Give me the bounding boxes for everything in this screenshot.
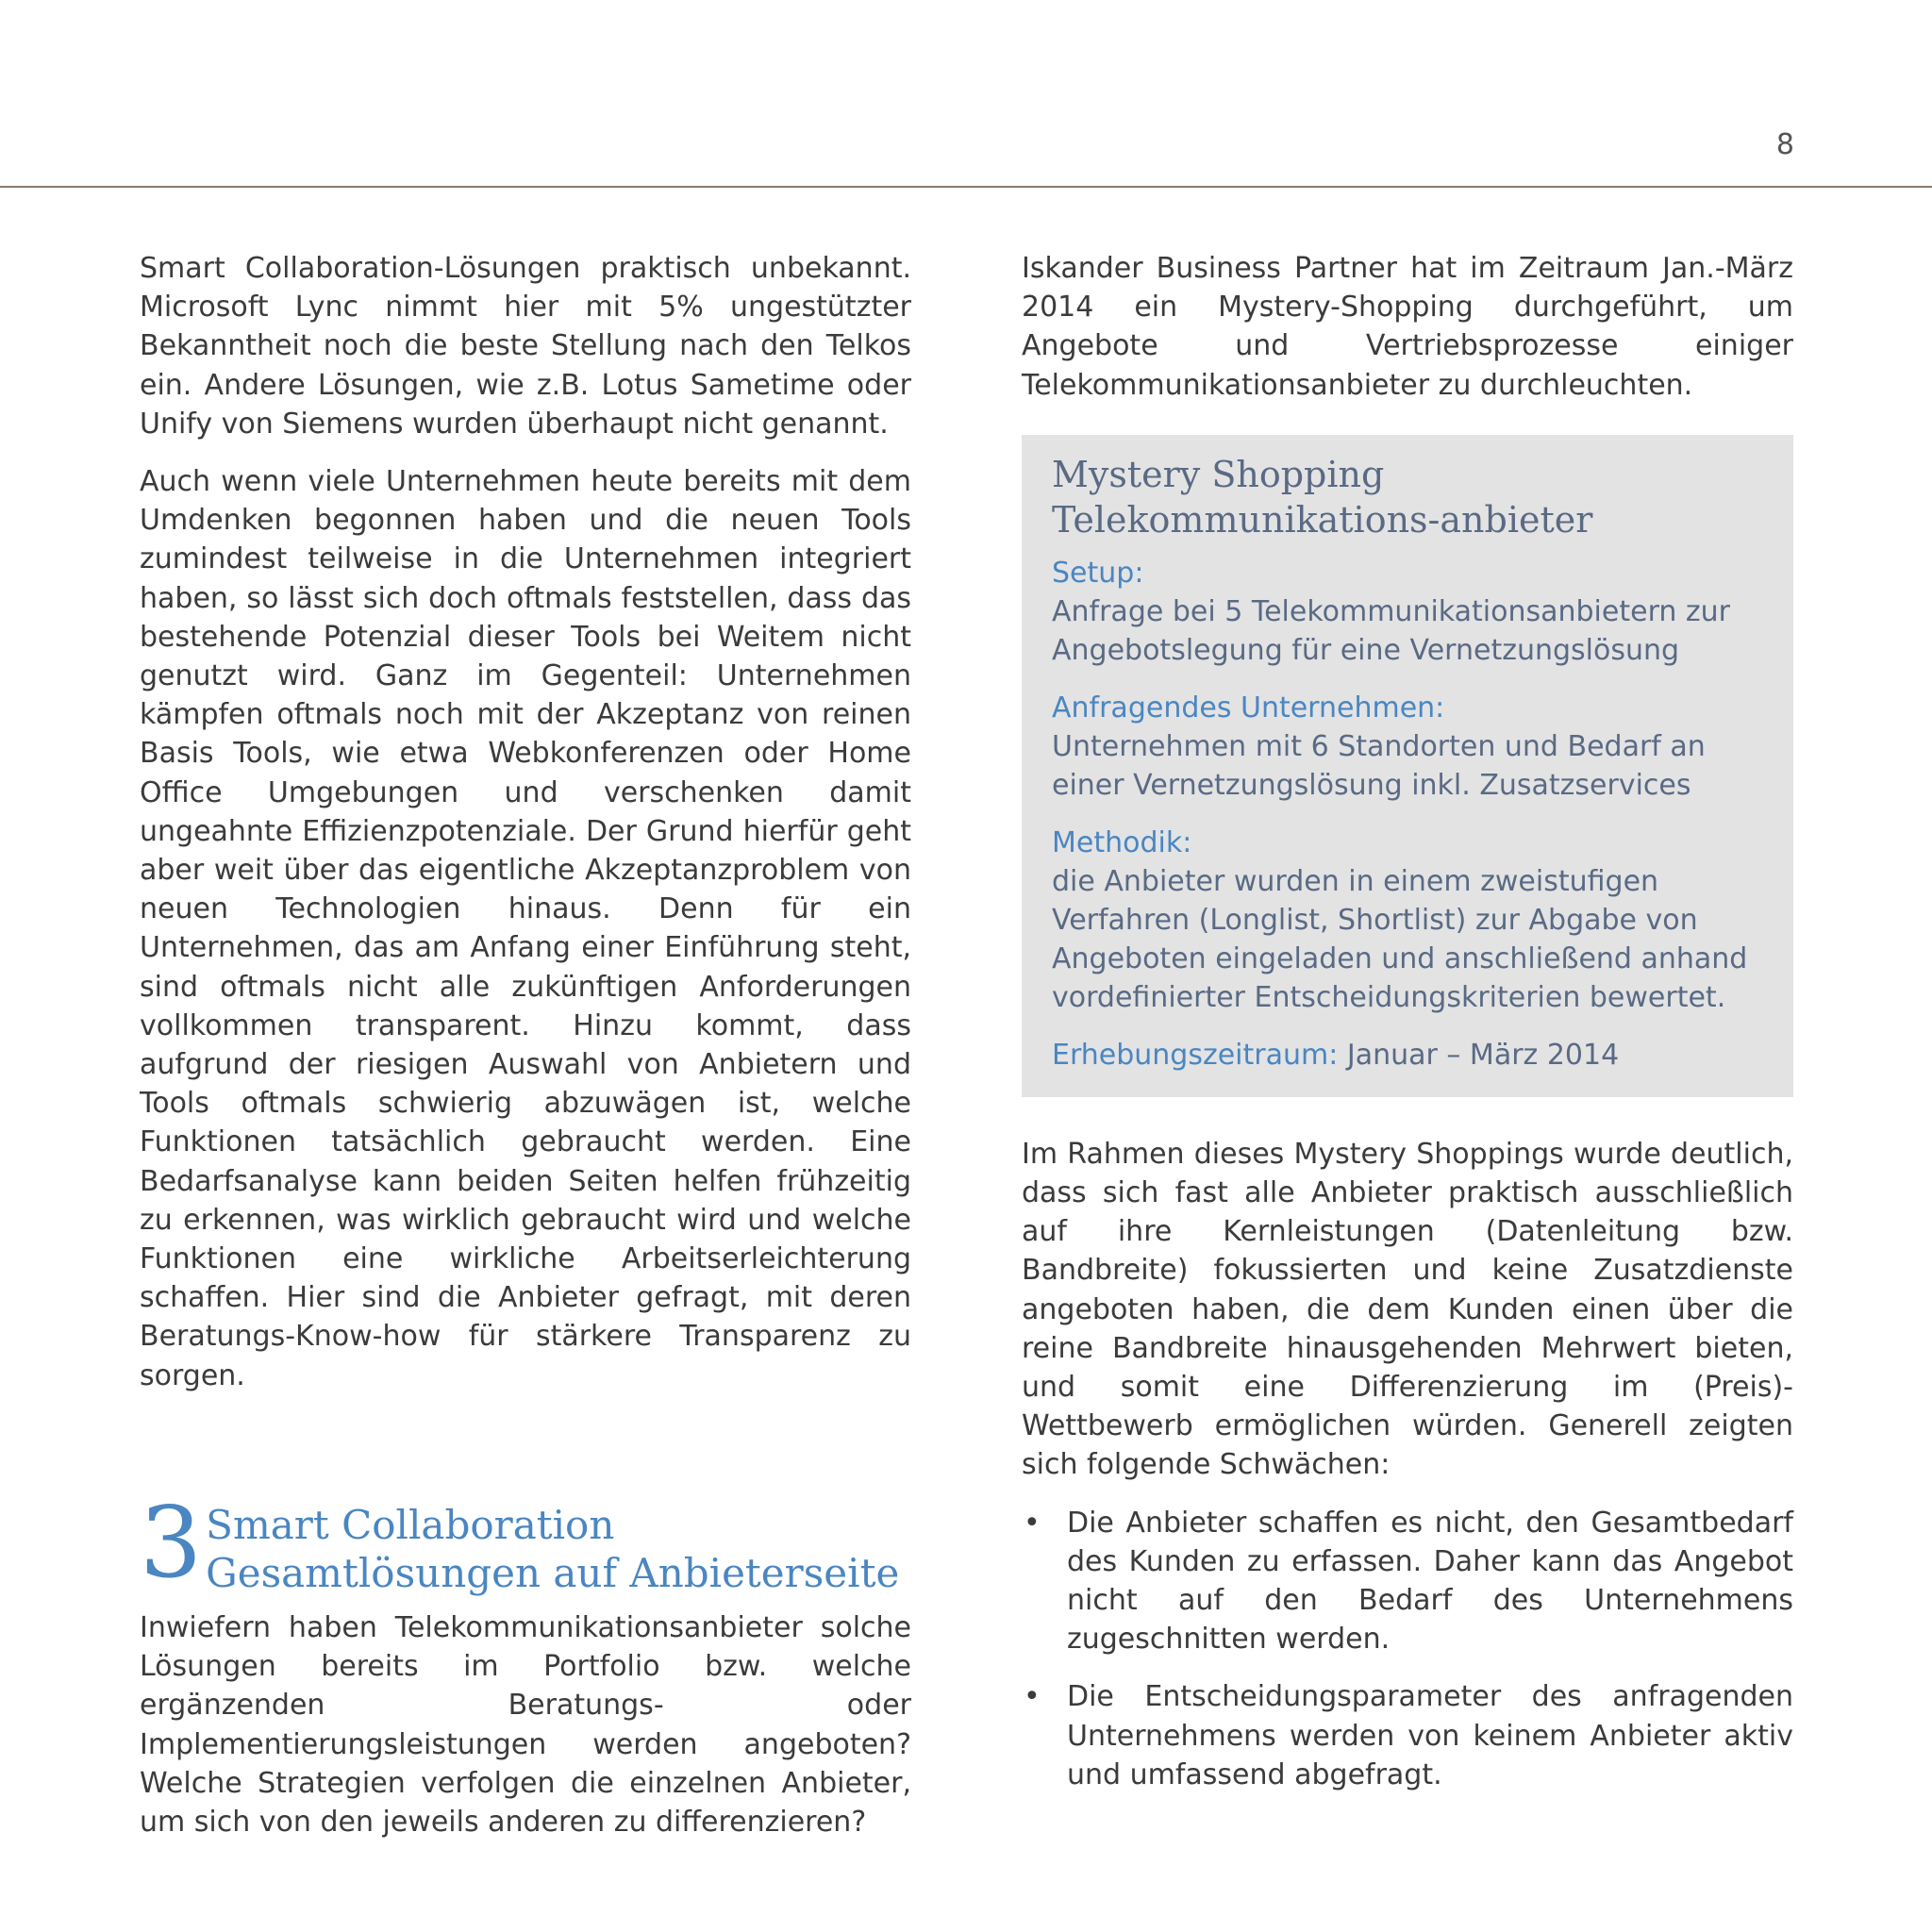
list-item <box>1022 1504 1793 1659</box>
method-block <box>1052 824 1763 1017</box>
method-text: die Anbieter wurden in einem zweistufigen Verfahren (Longlist, Shortlist) zur Abgabe von Angeboten eingeladen und anschließend anhand vordefinierter Entscheidungskriterien bewertet. <box>1052 864 1748 1014</box>
list-item-text: Die Anbieter schaffen es nicht, den Gesamtbedarf des Kunden zu erfassen. Daher kann das Angebot nicht auf den Bedarf des Unternehmens zugeschnitten werden. <box>1067 1506 1793 1657</box>
body-paragraph: Smart Collaboration-Lösungen praktisch unbekannt. Microsoft Lync nimmt hier mit 5% ungestützter Bekanntheit noch die beste Stellung nach den Telkos ein. Andere Lösungen, wie z.B. Lotus Sametime oder Unify von Siemens wurden überhaupt nicht genannt. <box>140 252 911 441</box>
section-number: 3 <box>140 1484 203 1600</box>
setup-block <box>1052 554 1763 670</box>
section-title: Smart Collaboration Gesamtlösungen auf Anbieterseite <box>206 1501 900 1596</box>
left-column <box>140 249 911 1841</box>
method-label: Methodik: <box>1052 825 1192 859</box>
bullet-icon: • <box>1024 1506 1041 1540</box>
bullet-icon: • <box>1024 1680 1041 1714</box>
period-label: Erhebungszeitraum: <box>1052 1038 1339 1072</box>
company-block <box>1052 689 1763 805</box>
info-box-title: Mystery Shopping Telekommunikations-anbieter <box>1052 453 1593 541</box>
period-value: Januar – März 2014 <box>1338 1038 1620 1072</box>
section-heading <box>140 1484 911 1600</box>
period-block <box>1052 1036 1763 1074</box>
header-divider <box>0 186 1932 188</box>
section-paragraph: Inwiefern haben Telekommunikationsanbieter solche Lösungen bereits im Portfolio bzw. welche ergänzenden Beratungs- oder Implementierungsleistungen werden angeboten? Welche Strategien verfolgen die einzelnen Anbieter, um sich von den jeweils anderen zu differenzieren? <box>140 1610 911 1839</box>
list-item <box>1022 1677 1793 1794</box>
list-item-text: Die Entscheidungsparameter des anfragenden Unternehmens werden von keinem Anbieter aktiv und umfassend abgefragt. <box>1067 1680 1793 1791</box>
setup-label: Setup: <box>1052 556 1144 590</box>
intro-paragraph: Iskander Business Partner hat im Zeitraum Jan.-März 2014 ein Mystery-Shopping durchgeführt, um Angebote und Vertriebsprozesse einiger Telekommunikationsanbieter zu durchleuchten. <box>1022 252 1793 402</box>
body-paragraph: Im Rahmen dieses Mystery Shoppings wurde deutlich, dass sich fast alle Anbieter praktisch ausschließlich auf ihre Kernleistungen (Datenleitung bzw. Bandbreite) fokussierten und keine Zusatzdienste angeboten haben, die dem Kunden einen über die reine Bandbreite hinausgehenden Mehrwert bieten, und somit eine Differenzierung im (Preis)- Wettbewerb ermöglichen würden. Generell zeigten sich folgende Schwächen: <box>1022 1137 1793 1482</box>
company-label: Anfragendes Unternehmen: <box>1052 691 1445 724</box>
bullet-list <box>1022 1504 1793 1794</box>
right-column <box>1022 249 1793 1794</box>
body-paragraph: Auch wenn viele Unternehmen heute bereits mit dem Umdenken begonnen haben und die neuen Tools zumindest teilweise in die Unternehmen integriert haben, so lässt sich doch oftmals feststellen, dass das bestehende Potenzial dieser Tools bei Weitem nicht genutzt wird. Ganz im Gegenteil: Unternehmen kämpfen oftmals noch mit der Akzeptanz von reinen Basis Tools, wie etwa Webkonferenzen oder Home Office Umgebungen und verschenken damit ungeahnte Effizienzpotenziale. Der Grund hierfür geht aber weit über das eigentliche Akzeptanzproblem von neuen Technologien hinaus. Denn für ein Unternehmen, das am Anfang einer Einführung steht, sind oftmals nicht alle zukünftigen Anforderungen vollkommen transparent. Hinzu kommt, dass aufgrund der riesigen Auswahl von Anbietern und Tools oftmals schwierig abzuwägen ist, welche Funktionen tatsächlich gebraucht werden. Eine Bedarfsanalyse kann beiden Seiten helfen frühzeitig zu erkennen, was wirklich gebraucht wird und welche Funktionen eine wirkliche Arbeitserleichterung schaffen. Hier sind die Anbieter gefragt, mit deren Beratungs-Know-how für stärkere Transparenz zu sorgen. <box>140 465 911 1392</box>
setup-text: Anfrage bei 5 Telekommunikationsanbietern zur Angebotslegung für eine Vernetzungslösung <box>1052 594 1731 667</box>
page-number: 8 <box>1775 128 1794 161</box>
info-box <box>1022 435 1793 1097</box>
company-text: Unternehmen mit 6 Standorten und Bedarf an einer Vernetzungslösung inkl. Zusatzservices <box>1052 729 1706 802</box>
